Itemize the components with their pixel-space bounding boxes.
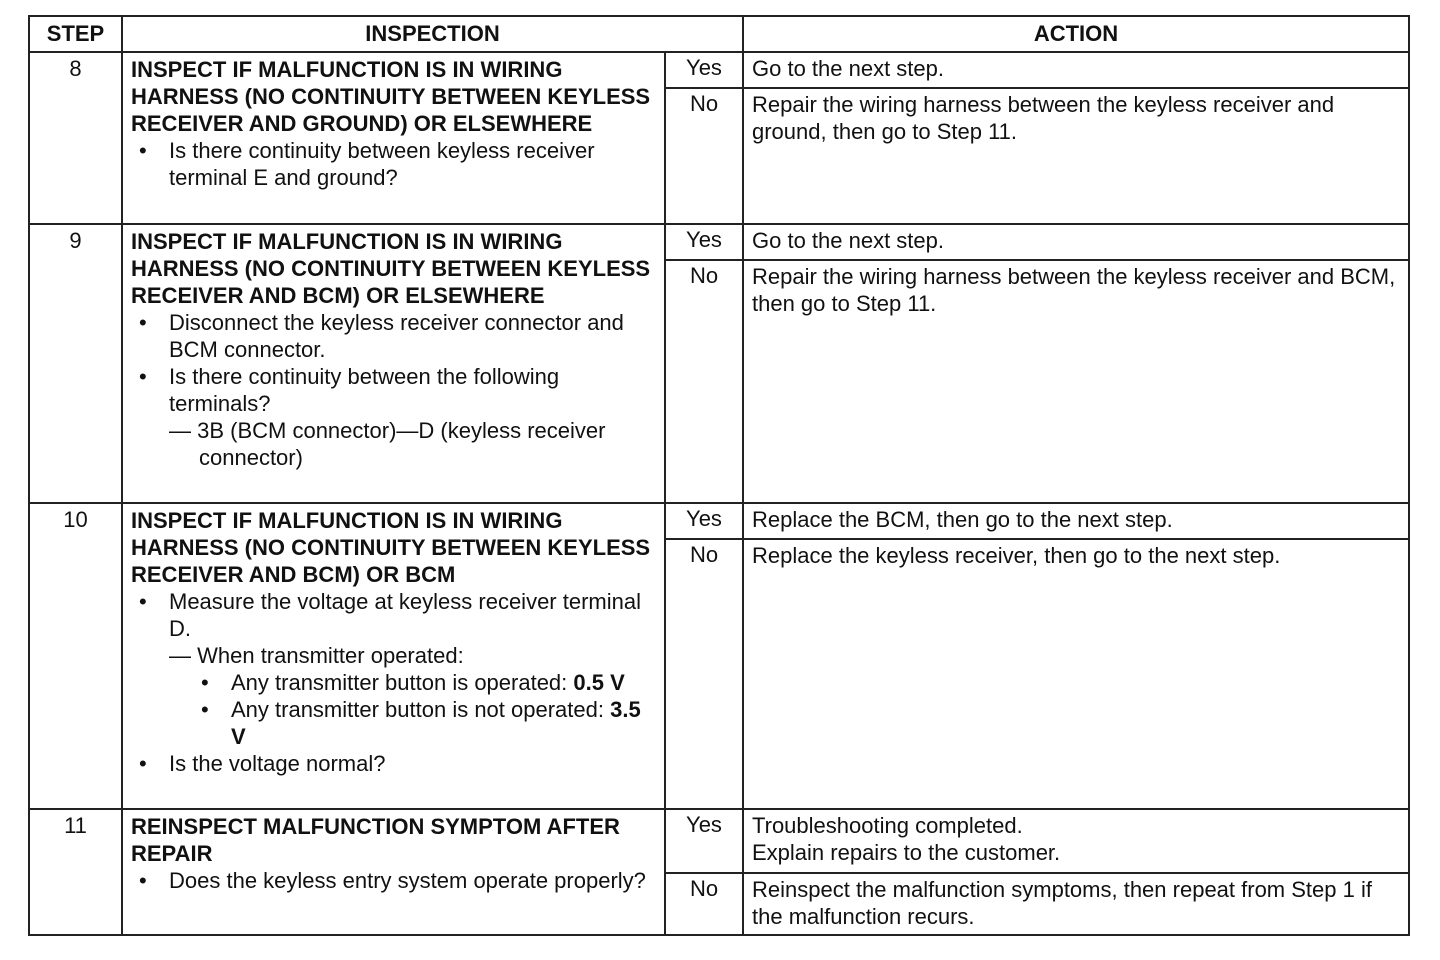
header-inspection: INSPECTION [122, 16, 743, 52]
dash-item: — 3B (BCM connector)—D (keyless receiver connector) [169, 418, 606, 470]
bullet-item: • Is the voltage normal? [169, 750, 654, 777]
no-action: Repair the wiring harness between the keyless receiver and ground, then go to Step 11. [743, 88, 1409, 224]
no-label: No [665, 88, 743, 224]
step-number: 10 [29, 503, 122, 809]
step-number: 9 [29, 224, 122, 503]
yes-label: Yes [665, 503, 743, 539]
troubleshooting-table [28, 15, 1410, 936]
inspection-cell [122, 809, 665, 935]
yes-action-line: Troubleshooting completed. [752, 813, 1023, 838]
bullet-item: • Does the keyless entry system operate properly? [169, 867, 654, 894]
bullet-text: Measure the voltage at keyless receiver terminal D. [169, 589, 641, 641]
bullet-item: • Is there continuity between keyless receiver terminal E and ground? [169, 137, 654, 191]
yes-action: Replace the BCM, then go to the next step. [743, 503, 1409, 539]
no-label: No [665, 260, 743, 503]
bullet-item [169, 363, 654, 471]
voltage-value: 0.5 V [573, 670, 625, 695]
inspection-cell [122, 503, 665, 809]
inspection-cell [122, 52, 665, 224]
table-row [29, 503, 1409, 539]
header-step: STEP [29, 16, 122, 52]
voltage-value: 3.5 V [231, 697, 641, 749]
inspection-cell [122, 224, 665, 503]
yes-action: Go to the next step. [743, 224, 1409, 260]
bullet-list [131, 137, 654, 191]
header-action: ACTION [743, 16, 1409, 52]
bullet-item: • Disconnect the keyless receiver connector and BCM connector. [169, 309, 654, 363]
no-action: Reinspect the malfunction symptoms, then repeat from Step 1 if the malfunction recurs. [743, 873, 1409, 935]
inspection-title: INSPECT IF MALFUNCTION IS IN WIRING HARNESS (NO CONTINUITY BETWEEN KEYLESS RECEIVER AND GROUND) OR ELSEWHERE [131, 57, 651, 136]
yes-action [743, 809, 1409, 873]
dash-item: — When transmitter operated: [169, 643, 464, 668]
yes-label: Yes [665, 224, 743, 260]
table-row [29, 809, 1409, 873]
bullet-item [169, 588, 654, 750]
yes-action-line: Explain repairs to the customer. [752, 840, 1061, 865]
sub-bullet-item [231, 669, 654, 696]
no-label: No [665, 539, 743, 809]
header-row [29, 16, 1409, 52]
inspection-title: REINSPECT MALFUNCTION SYMPTOM AFTER REPAIR [131, 814, 620, 866]
no-action: Replace the keyless receiver, then go to the next step. [743, 539, 1409, 809]
sub-bullet-text: Any transmitter button is not operated: [231, 697, 611, 722]
sub-bullet-text: Any transmitter button is operated: [231, 670, 574, 695]
sub-bullet-item [231, 696, 654, 750]
table-row [29, 52, 1409, 88]
yes-label: Yes [665, 809, 743, 873]
sub-bullet-list [169, 669, 654, 750]
bullet-text: Is there continuity between the following terminals? [169, 364, 560, 416]
bullet-list [131, 309, 654, 471]
step-number: 11 [29, 809, 122, 935]
inspection-title: INSPECT IF MALFUNCTION IS IN WIRING HARNESS (NO CONTINUITY BETWEEN KEYLESS RECEIVER AND BCM) OR BCM [131, 508, 651, 587]
bullet-list [131, 867, 654, 894]
yes-label: Yes [665, 52, 743, 88]
step-number: 8 [29, 52, 122, 224]
bullet-list [131, 588, 654, 777]
yes-action: Go to the next step. [743, 52, 1409, 88]
inspection-title: INSPECT IF MALFUNCTION IS IN WIRING HARNESS (NO CONTINUITY BETWEEN KEYLESS RECEIVER AND BCM) OR ELSEWHERE [131, 229, 651, 308]
no-action: Repair the wiring harness between the keyless receiver and BCM, then go to Step 11. [743, 260, 1409, 503]
table-row [29, 224, 1409, 260]
no-label: No [665, 873, 743, 935]
